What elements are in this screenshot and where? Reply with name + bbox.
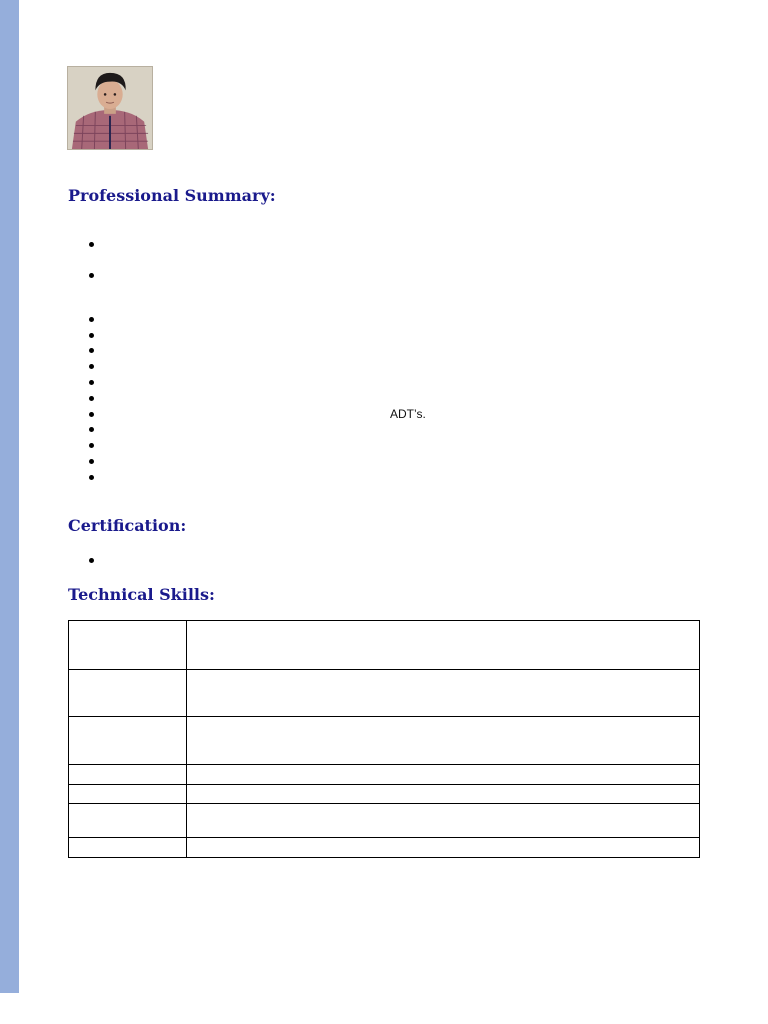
table-row: [69, 804, 700, 838]
skill-value-cell: [187, 804, 700, 838]
summary-bullet-10: [89, 427, 94, 432]
summary-bullet-4: [89, 333, 94, 338]
table-row: [69, 717, 700, 765]
summary-bullet-8: [89, 396, 94, 401]
skill-value-cell: [187, 785, 700, 804]
table-row: [69, 621, 700, 670]
skill-category-cell: [69, 621, 187, 670]
table-row: [69, 765, 700, 785]
skill-value-cell: [187, 621, 700, 670]
summary-bullet-9: [89, 412, 94, 417]
sidebar-stripe: [0, 0, 19, 993]
summary-bullet-7: [89, 380, 94, 385]
skill-category-cell: [69, 838, 187, 858]
table-row: [69, 785, 700, 804]
skill-category-cell: [69, 670, 187, 717]
technical-skills-heading: Technical Skills:: [68, 585, 215, 604]
skill-value-cell: [187, 717, 700, 765]
certification-heading: Certification:: [68, 516, 187, 535]
profile-photo-image: [68, 67, 152, 149]
profile-photo: [67, 66, 153, 150]
technical-skills-table: [68, 620, 700, 858]
skill-category-cell: [69, 765, 187, 785]
summary-bullet-5: [89, 348, 94, 353]
summary-bullet-2: [89, 273, 94, 278]
summary-bullet-13: [89, 475, 94, 480]
skill-value-cell: [187, 670, 700, 717]
summary-bullet-11: [89, 443, 94, 448]
table-row: [69, 838, 700, 858]
summary-bullet-1: [89, 242, 94, 247]
summary-bullet-3: [89, 317, 94, 322]
summary-bullet-12: [89, 459, 94, 464]
summary-bullet-6: [89, 364, 94, 369]
table-row: [69, 670, 700, 717]
skill-category-cell: [69, 785, 187, 804]
skill-category-cell: [69, 804, 187, 838]
skill-value-cell: [187, 765, 700, 785]
certification-bullet-1: [89, 558, 94, 563]
professional-summary-heading: Professional Summary:: [68, 186, 276, 205]
summary-inline-fragment: ADT’s.: [390, 407, 426, 421]
skill-value-cell: [187, 838, 700, 858]
skill-category-cell: [69, 717, 187, 765]
